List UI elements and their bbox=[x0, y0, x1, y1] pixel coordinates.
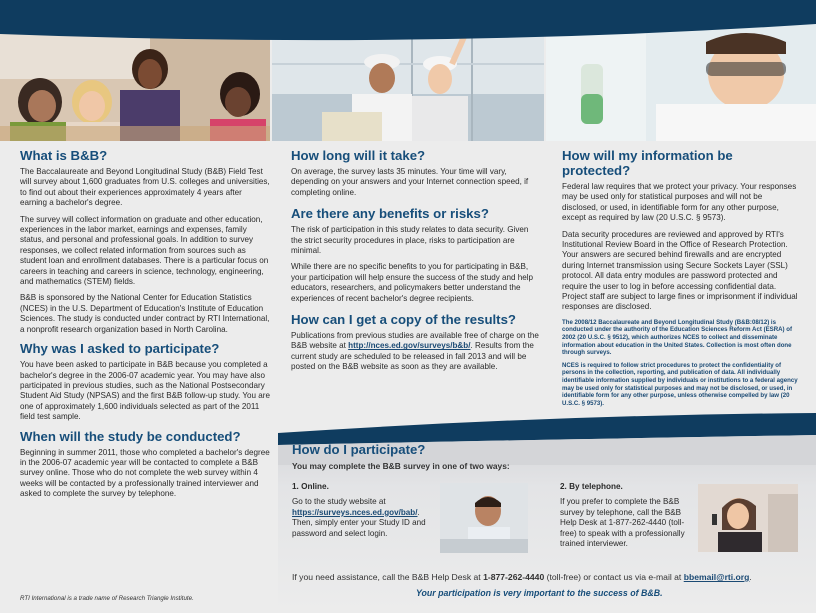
para-copy-results bbox=[291, 331, 541, 373]
para-why-asked: You have been asked to participate in B&B because you completed a bachelor's degree in the 2006-07 academic year. You may have also participated in previous studies, such as the National Postsecondary Student Aid Study (NPSAS) and the first B&B follow-up study. You are one of approximately 1,600 individuals selected as part of the 2011 field test sample. bbox=[20, 360, 270, 422]
para-benefits-2: While there are no specific benefits to you for participating in B&B, your participation will help ensure the success of the study and help educators, researchers, and policymakers better understand the experiences of recent bachelor's degree recipients. bbox=[291, 262, 534, 303]
option-online bbox=[292, 482, 432, 539]
heading-benefits-risks: Are there any benefits or risks? bbox=[291, 206, 489, 222]
column-protection bbox=[562, 148, 798, 412]
assist-text-c: . bbox=[749, 572, 752, 582]
option-telephone bbox=[560, 482, 695, 549]
heading-protection: How will my information be protected? bbox=[562, 148, 733, 178]
woman-on-phone-photo bbox=[698, 484, 798, 552]
results-url-link[interactable]: http://nces.ed.gov/surveys/b&b/ bbox=[348, 341, 471, 351]
results-text-a: Publications from previous studies are available free of charge on the B&B website at bbox=[291, 331, 539, 351]
option-online-title: 1. Online. bbox=[292, 482, 329, 491]
para-protection-2: Data security procedures are reviewed and approved by RTI's Institutional Review Board in the Office of Research Protection. Your answers are secured behind firewalls and are encrypted during Internet transmission using Secure Sockets Layer (SSL) protocol. All data entry modules are password protected and require the user to log in before accessing confidential data. Project staff are subject to large fines or imprisonment if individual responses are disclosed. bbox=[562, 229, 798, 312]
column-how-long bbox=[291, 148, 541, 379]
para-how-long: On average, the survey lasts 35 minutes. Your time will vary, depending on your answers and your Internet connection speed, if completing online. bbox=[291, 167, 529, 197]
option-online-text-a: Go to the study website at bbox=[292, 497, 386, 507]
assistance-line bbox=[292, 572, 752, 582]
results-text-b: . Results from the current study are scheduled to be released in fall 2013 and will be posted on the B&B website as soon as they are available. bbox=[291, 341, 534, 372]
para-protection-1: Federal law requires that we protect your privacy. Your responses may be used only for statistical purposes and will not be disclosed, or used, in identifiable form for any other purpose, except as required by law (20 U.S.C. § 9573). bbox=[562, 182, 797, 223]
para-what-is-3: B&B is sponsored by the National Center for Education Statistics (NCES) in the U.S. Department of Education's Institute of Education Sciences. The study is conducted under contract by RTI International, a nonprofit research organization based in North Carolina. bbox=[20, 293, 270, 334]
legal-note-esra: The 2008/12 Baccalaureate and Beyond Longitudinal Study (B&B:08/12) is conducted under the authority of the Education Sciences Reform Act (ESRA) of 2002 (20 U.S.C. § 9512), which authorizes NCES to collect and disseminate information about education in the United States. Collection is most often done through surveys. bbox=[562, 318, 793, 357]
footnote-rti: RTI International is a trade name of Research Triangle Institute. bbox=[20, 595, 194, 602]
top-curve bbox=[0, 20, 816, 60]
survey-url-link[interactable]: https://surveys.nces.ed.gov/bab/ bbox=[292, 507, 418, 517]
assist-text-b: (toll-free) or contact us via e-mail at bbox=[544, 572, 684, 582]
heading-participate: How do I participate? bbox=[292, 442, 426, 457]
para-what-is-2: The survey will collect information on graduate and other education, experiences in the labor market, earnings and expenses, family status, and personal and professional goals. In addition to survey responses, we collect related information from sources such as student loan and enrollment databases. There is a particular focus on careers in teaching and careers in science, technology, engineering, and mathematics (STEM) fields. bbox=[20, 214, 269, 287]
column-what-is bbox=[20, 148, 270, 506]
heading-when-conducted: When will the study be conducted? bbox=[20, 428, 241, 444]
heading-why-asked: Why was I asked to participate? bbox=[20, 341, 220, 357]
help-desk-phone: 1-877-262-4440 bbox=[483, 572, 545, 582]
option-online-text-b: . Then, simply enter your Study ID and password and select login. bbox=[292, 507, 426, 538]
heading-copy-results: How can I get a copy of the results? bbox=[291, 312, 516, 328]
para-benefits-1: The risk of participation in this study relates to data security. Given the strict security procedures in place, risks to participation are minimal. bbox=[291, 225, 529, 256]
assist-text-a: If you need assistance, call the B&B Help Desk at bbox=[292, 572, 484, 582]
heading-what-is: What is B&B? bbox=[20, 148, 108, 163]
heading-how-long: How long will it take? bbox=[291, 148, 426, 163]
legal-note-nces: NCES is required to follow strict procedures to protect the confidentiality of persons in the collection, reporting, and publication of data. All individually identifiable information supplied by individuals or institutions to a federal agency may be used only for statistical purposes and may not be disclosed, or used, in identifiable form for any other purpose, unless otherwise compelled by law (20 U.S.C. § 9573). bbox=[562, 361, 798, 407]
participation-slogan: Your participation is very important to the success of B&B. bbox=[416, 588, 663, 598]
option-telephone-title: 2. By telephone. bbox=[560, 482, 623, 491]
email-link[interactable]: bbemail@rti.org bbox=[683, 572, 750, 582]
option-telephone-text: If you prefer to complete the B&B survey by telephone, call the B&B Help Desk at 1-877-262-4440 (toll-free) to speak with a professionally trained interviewer. bbox=[560, 497, 685, 549]
participate-subtitle: You may complete the B&B survey in one of two ways: bbox=[292, 461, 510, 471]
man-at-laptop-photo bbox=[440, 483, 528, 553]
para-what-is-1: The Baccalaureate and Beyond Longitudinal Study (B&B) Field Test will survey about 1,600 graduates from U.S. colleges and universities, to find out about their experiences approximately 4 years after earning a bachelor's degree. bbox=[20, 167, 270, 208]
para-when-conducted: Beginning in summer 2011, those who completed a bachelor's degree in the 2006-07 academic year will be contacted to complete a B&B survey online. Those who do not complete the web survey within 4 weeks will be contacted by a professionally trained interviewer and asked to complete the survey by telephone. bbox=[20, 447, 270, 499]
